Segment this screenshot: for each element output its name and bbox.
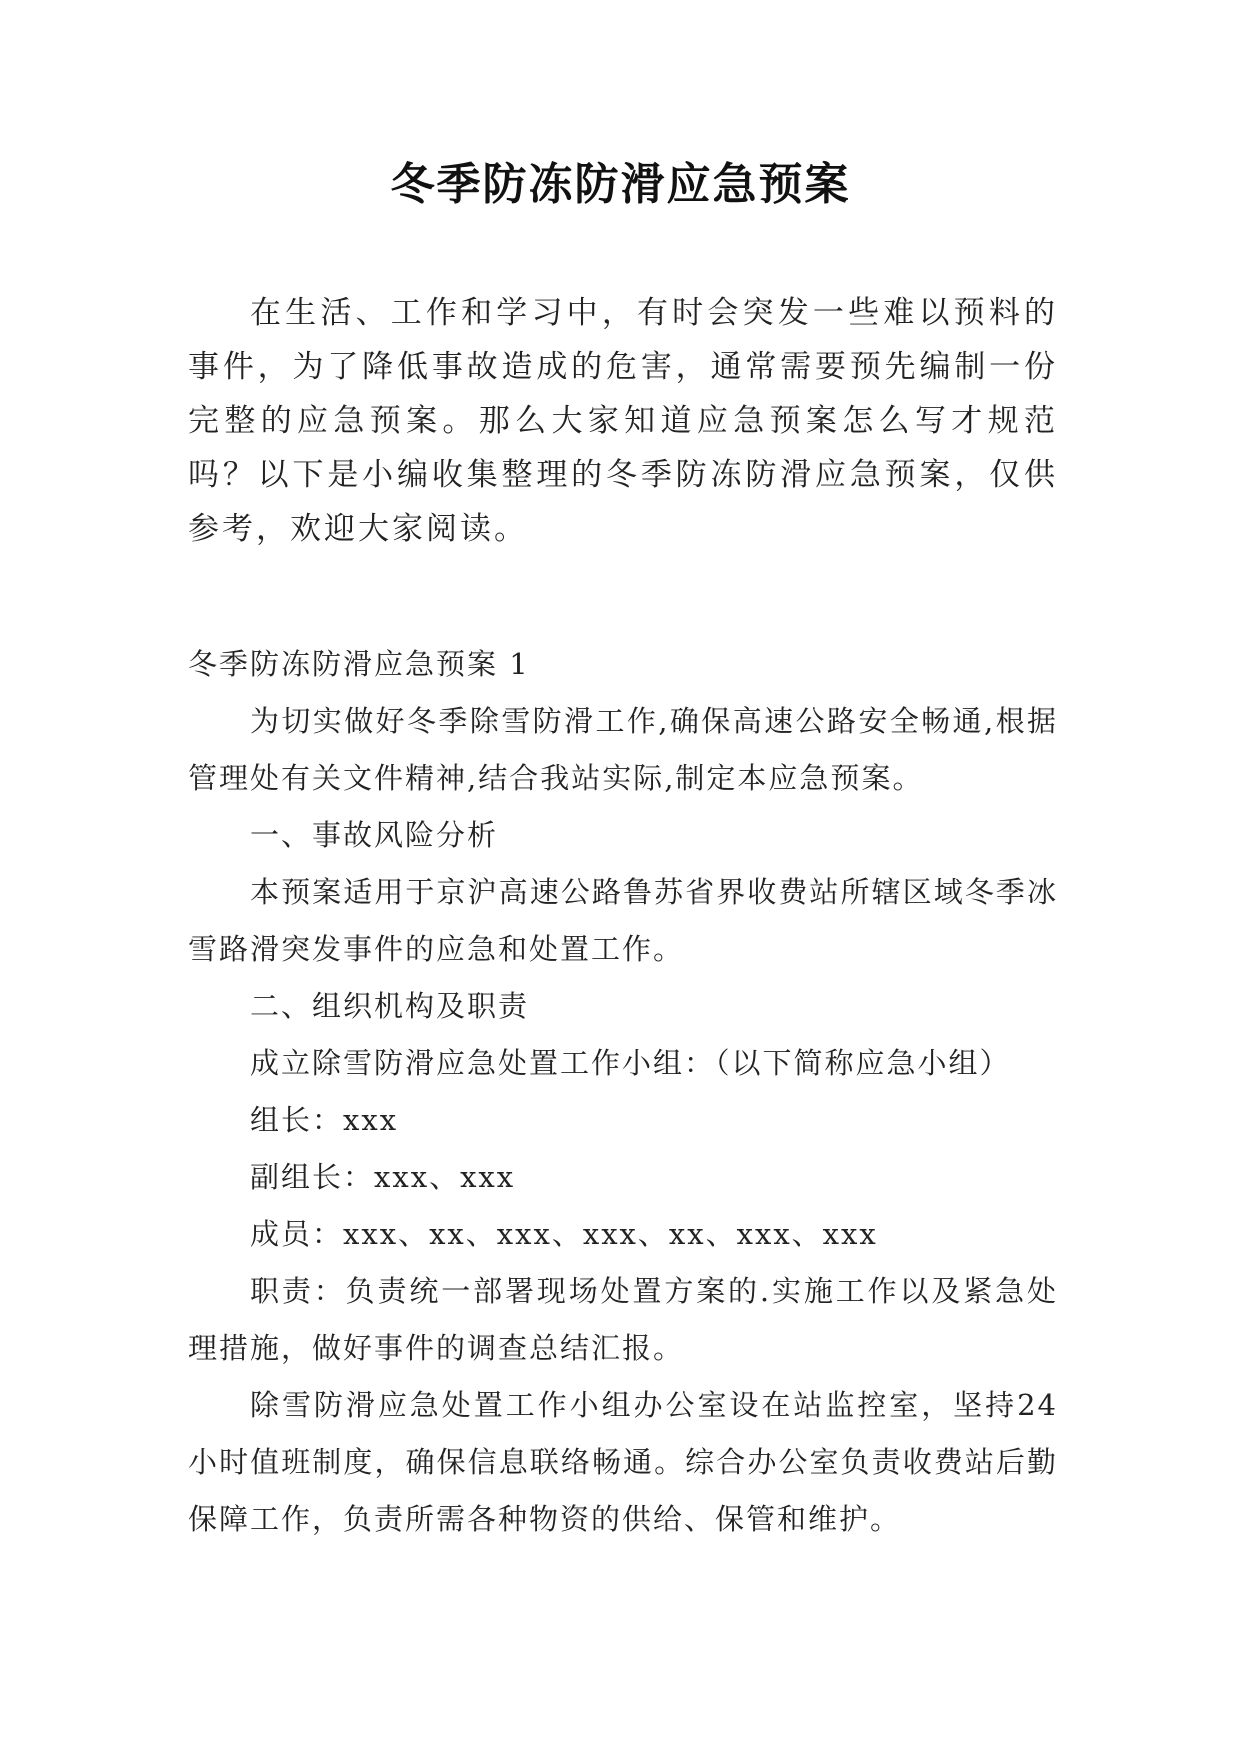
intro-paragraph: 在生活、工作和学习中，有时会突发一些难以预料的事件，为了降低事故造成的危害，通常需要预先编制一份完整的应急预案。那么大家知道应急预案怎么写才规范吗？以下是小编收集整理的冬季防冻防滑应急预案，仅供参考，欢迎大家阅读。 [188, 295, 1058, 547]
body-paragraph: 除雪防滑应急处置工作小组办公室设在站监控室，坚持24小时值班制度，确保信息联络畅通。综合办公室负责收费站后勤保障工作，负责所需各种物资的供给、保管和维护。 [188, 1388, 1058, 1536]
section-heading: 冬季防冻防滑应急预案 1 [188, 647, 530, 681]
body-paragraph: 职责：负责统一部署现场处置方案的.实施工作以及紧急处理措施，做好事件的调查总结汇报。 [188, 1274, 1058, 1365]
subsection-heading: 一、事故风险分析 [250, 818, 499, 852]
body-paragraph: 成员：xxx、xx、xxx、xxx、xx、xxx、xxx [250, 1217, 878, 1251]
document-title: 冬季防冻防滑应急预案 [390, 159, 851, 210]
body-paragraph: 副组长：xxx、xxx [250, 1160, 516, 1194]
body-paragraph: 成立除雪防滑应急处置工作小组：（以下简称应急小组） [250, 1046, 1011, 1080]
subsection-heading: 二、组织机构及职责 [250, 989, 530, 1023]
document-body [188, 636, 1058, 1548]
body-paragraph: 为切实做好冬季除雪防滑工作,确保高速公路安全畅通,根据管理处有关文件精神,结合我站实际,制定本应急预案。 [188, 704, 1058, 795]
body-paragraph: 本预案适用于京沪高速公路鲁苏省界收费站所辖区域冬季冰雪路滑突发事件的应急和处置工作。 [188, 875, 1058, 966]
body-paragraph: 组长：xxx [250, 1103, 399, 1137]
